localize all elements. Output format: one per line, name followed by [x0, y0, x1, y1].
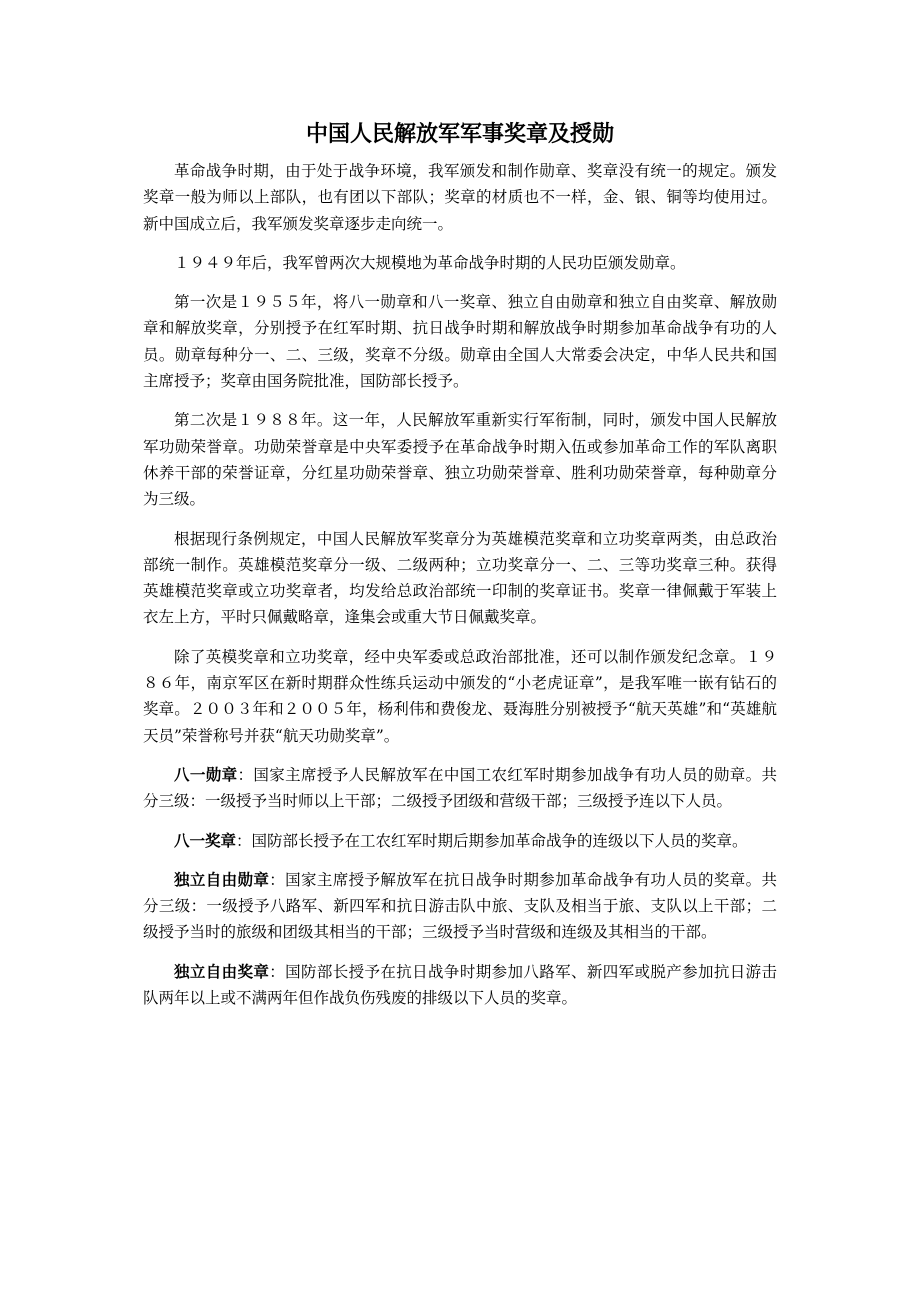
paragraph — [143, 959, 777, 1012]
document-body — [143, 158, 777, 1024]
paragraph — [143, 828, 777, 854]
paragraph-lead: 独立自由勋章 — [174, 870, 270, 889]
paragraph-text: 第一次是１９５５年，将八一勋章和八一奖章、独立自由勋章和独立自由奖章、解放勋章和解放奖章，分别授予在红军时期、抗日战争时期和解放战争时期参加革命战争有功的人员。勋章每种分一、二、三级，奖章不分级。勋章由全国人大常委会决定，中华人民共和国主席授予；奖章由国务院批准，国防部长授予。 — [143, 293, 777, 391]
paragraph-text: ：国家主席授予解放军在抗日战争时期参加革命战争有功人员的奖章。共分三级：一级授予八路军、新四军和抗日游击队中旅、支队及相当于旅、支队以上干部；二级授予当时的旅级和团级其相当的干部；三级授予当时营级和连级及其相当的干部。 — [143, 870, 777, 942]
paragraph — [143, 158, 777, 237]
paragraph — [143, 250, 777, 276]
paragraph-lead: 八一奖章 — [174, 831, 237, 850]
paragraph-text: 革命战争时期，由于处于战争环境，我军颁发和制作勋章、奖章没有统一的规定。颁发奖章一般为师以上部队，也有团以下部队；奖章的材质也不一样，金、银、铜等均使用过。新中国成立后，我军颁发奖章逐步走向统一。 — [143, 162, 777, 233]
paragraph-text: 除了英模奖章和立功奖章，经中央军委或总政治部批准，还可以制作颁发纪念章。１９８６年，南京军区在新时期群众性练兵运动中颁发的“小老虎证章”，是我军唯一嵌有钻石的奖章。２００３年和２００５年，杨利伟和费俊龙、聂海胜分别被授予“航天英雄”和“英雄航天员”荣誉称号并获“航天功勋奖章”。 — [143, 647, 777, 745]
paragraph — [143, 867, 777, 946]
paragraph-text: ：国防部长授予在抗日战争时期参加八路军、新四军或脱产参加抗日游击队两年以上或不满两年但作战负伤残废的排级以下人员的奖章。 — [143, 962, 777, 1008]
paragraph — [143, 289, 777, 394]
paragraph-text: ：国家主席授予人民解放军在中国工农红军时期参加战争有功人员的勋章。共分三级：一级授予当时师以上干部；二级授予团级和营级干部；三级授予连以下人员。 — [143, 765, 777, 811]
paragraph-lead: 独立自由奖章 — [174, 962, 270, 981]
paragraph-lead: 八一勋章 — [174, 765, 238, 784]
paragraph — [143, 762, 777, 815]
paragraph-text: 第二次是１９８８年。这一年，人民解放军重新实行军衔制，同时，颁发中国人民解放军功勋荣誉章。功勋荣誉章是中央军委授予在革命战争时期入伍或参加革命工作的军队离职休养干部的荣誉证章，分红星功勋荣誉章、独立功勋荣誉章、胜利功勋荣誉章，每种勋章分为三级。 — [143, 411, 777, 509]
paragraph — [143, 526, 777, 631]
document-title: 中国人民解放军军事奖章及授勋 — [305, 122, 614, 147]
paragraph-text: ：国防部长授予在工农红军时期后期参加革命战争的连级以下人员的奖章。 — [236, 831, 748, 850]
paragraph — [143, 407, 777, 512]
paragraph — [143, 644, 777, 749]
paragraph-text: 根据现行条例规定，中国人民解放军奖章分为英雄模范奖章和立功奖章两类，由总政治部统一制作。英雄模范奖章分一级、二级两种；立功奖章分一、二、三等功奖章三种。获得英雄模范奖章或立功奖章者，均发给总政治部统一印制的奖章证书。奖章一律佩戴于军装上衣左上方，平时只佩戴略章，逢集会或重大节日佩戴奖章。 — [143, 529, 777, 627]
paragraph-text: １９４９年后，我军曾两次大规模地为革命战争时期的人民功臣颁发勋章。 — [174, 253, 686, 272]
